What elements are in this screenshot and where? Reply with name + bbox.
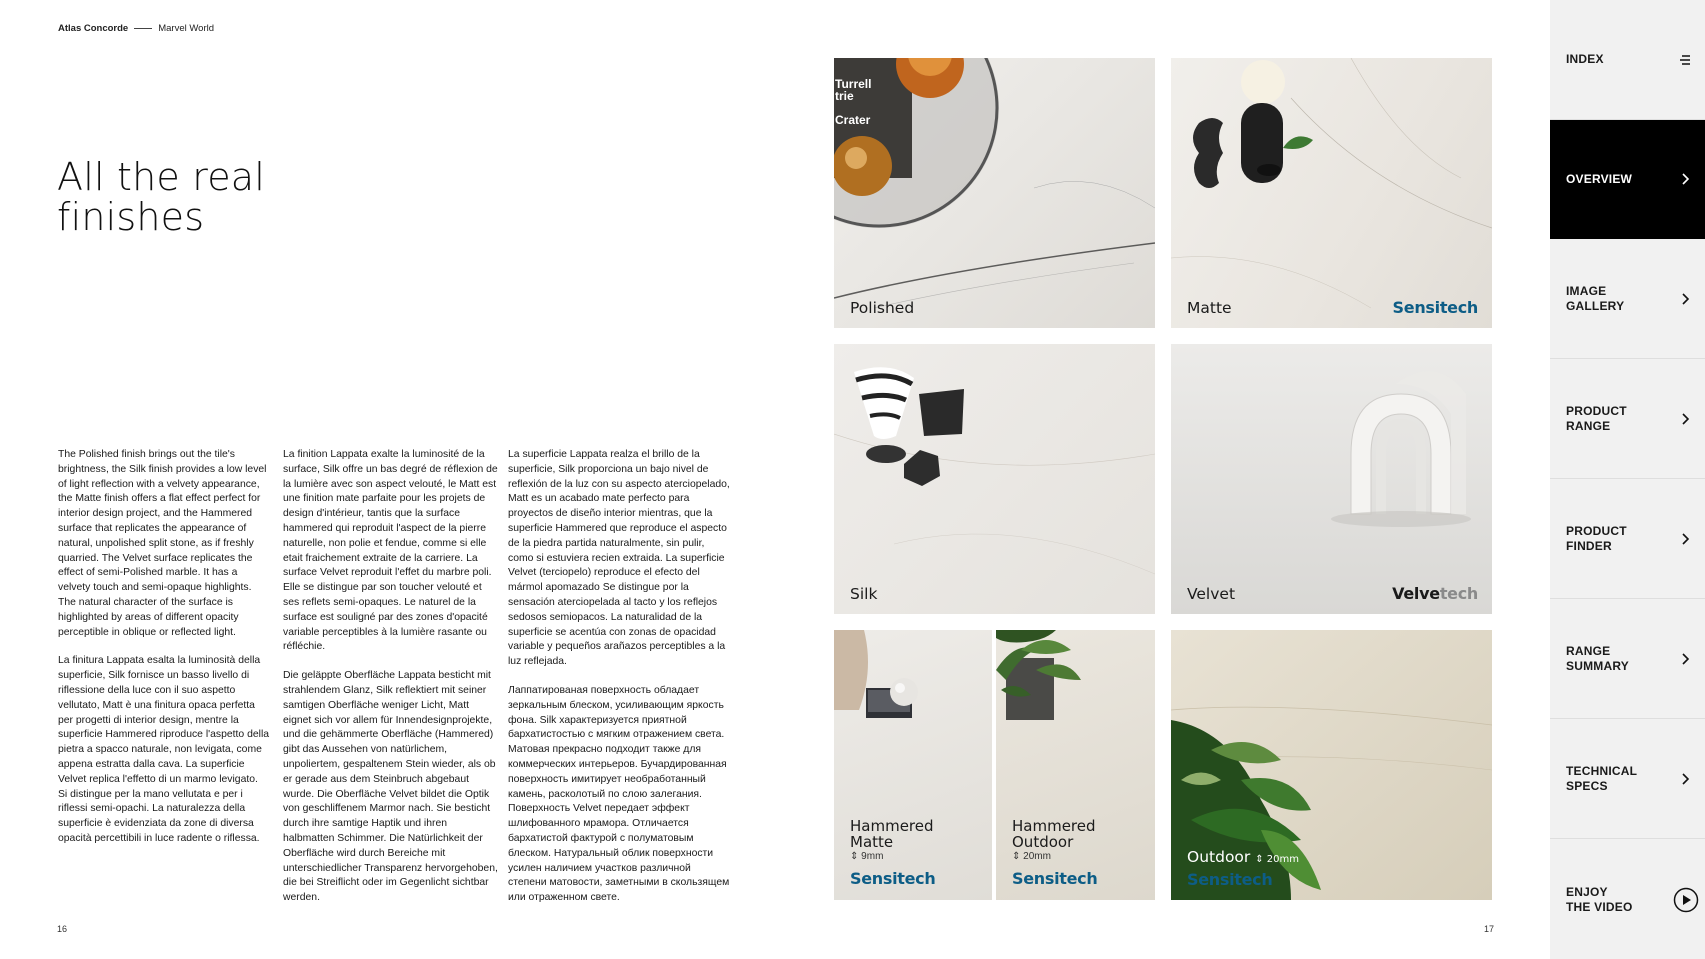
thickness-hammered-outdoor — [1012, 851, 1051, 862]
sidebar-item-overview[interactable] — [1550, 120, 1705, 239]
sensitech-logo: Sensitech — [1187, 870, 1273, 889]
thickness-value: 9mm — [861, 851, 884, 862]
sidebar-nav — [1550, 0, 1705, 959]
sidebar-item-label: INDEX — [1566, 52, 1604, 66]
tile-polished[interactable] — [834, 58, 1155, 328]
outdoor-label-text: Outdoor — [1187, 848, 1251, 866]
sidebar-item-label: IMAGE GALLERY — [1566, 284, 1625, 313]
chevron-right-icon — [1679, 652, 1691, 666]
sidebar-item-range-summary[interactable] — [1550, 600, 1705, 719]
paragraph-spanish: La superficie Lappata realza el brillo de la superficie, Silk proporciona un bajo nivel de reflexión de la luz con su aspecto aterciopelado, Matt es un acabado mate perfecto para proyectos de diseño interior mientras, que la superficie Hammered que reproduce el aspecto de la piedra partida naturalmente, sin pulir, como si estuviera recien extraida. La superficie Velvet (terciopelo) reproduce el efecto del mármol apomazado Se distingue por la sensación aterciopelada al tacto y los reflejos sedosos semiopacos. La naturalidad de la superficie se acentúa con zonas de opacidad variable y pequeños arañazos perceptibles a la luz reflejada. — [508, 449, 730, 668]
velvet-photo — [1171, 344, 1492, 614]
sidebar-item-label: ENJOY THE VIDEO — [1566, 884, 1633, 914]
velvetech-logo-part-a: Velve — [1392, 584, 1440, 603]
tile-outdoor[interactable] — [1171, 630, 1492, 900]
sidebar-item-label: RANGE SUMMARY — [1566, 644, 1629, 673]
chevron-right-icon — [1679, 172, 1691, 186]
tile-silk-label: Silk — [850, 585, 878, 603]
sidebar-item-image-gallery[interactable] — [1550, 240, 1705, 359]
book-text-3: Crater — [835, 113, 871, 127]
sidebar-item-product-range[interactable] — [1550, 360, 1705, 479]
text-column-spanish-russian — [508, 448, 730, 920]
book-text-1: Turrell — [835, 77, 872, 91]
thickness-icon: ⇕ — [850, 851, 862, 862]
tile-matte[interactable] — [1171, 58, 1492, 328]
sidebar-item-enjoy-the-video[interactable] — [1550, 840, 1705, 959]
book-spine-text — [834, 78, 871, 126]
paragraph-russian: Лаппатированая поверхность обладает зеркальным блеском, усиливающим яркость фона. Silk характеризуется приятной бархатистостью с мягким отражением света. Матовая прекрасно подходит также для коммерческих интерьеров. Бучардированная поверхность имитирует необработанный камень, расколотый по слою залегания. Поверхность Velvet передает эффект шлифованного мрамора. Отличается бархатистой фактурой с полуматовым блеском. Натуральный облик поверхности усилен наличием участков различной степени матовости, заметными в скользящем или отраженном свете. — [508, 684, 730, 904]
tile-velvet[interactable] — [1171, 344, 1492, 614]
paragraph-italian: La finitura Lappata esalta la luminosità della superficie, Silk fornisce un basso livello di riflessione della luce con il suo aspetto vellutato, Matt è una finitura opaca perfetta per progetti di interior design, mentre la superficie Hammered riproduce l'aspetto della pietra a spacco naturale, non levigata, come appena estratta dalla cava. La superficie Velvet replica l'effetto di un marmo levigato. Si distingue per la mano vellutata e per i riflessi semi-opachi. La naturalezza della superficie è evidenziata da zone di diversa opacità percettibili in luce radente o riflessa. — [58, 655, 270, 844]
header-brand — [58, 23, 214, 34]
tile-velvet-label: Velvet — [1187, 585, 1236, 603]
chevron-right-icon — [1679, 412, 1691, 426]
sidebar-item-label: PRODUCT FINDER — [1566, 524, 1627, 553]
text-column-french-german — [283, 448, 498, 920]
velvetech-logo-part-b: tech — [1439, 584, 1478, 603]
chevron-right-icon — [1679, 532, 1691, 546]
polished-photo — [834, 58, 1155, 328]
paragraph-french: La finition Lappata exalte la luminosité de la surface, Silk offre un bas degré de réflexion de la lumière avec son aspect velouté, le Matt est une finition mate parfaite pour les projets de design d'intérieur, tantis que la surface hammered qui reproduit l'aspect de la pierre naturelle, non polie et fendue, comme si elle etait fraichement extraite de la carriere. La surface Velvet reproduit l'effet du marbre poli. Elle se distingue par son toucher velouté et ses reflets semi-opaques. Le naturel de la surface est souligné par des zones d'opacité variable perceptibles à la lumière rasante ou réfléchie. — [283, 449, 498, 653]
chevron-right-icon — [1679, 292, 1691, 306]
velvetech-logo — [1392, 584, 1478, 603]
brand-divider — [134, 28, 152, 29]
sidebar-item-label: PRODUCT RANGE — [1566, 404, 1627, 433]
tile-polished-label: Polished — [850, 299, 915, 317]
menu-icon — [1679, 53, 1691, 67]
thickness-icon: ⇕ — [1255, 854, 1267, 865]
sidebar-item-index[interactable] — [1550, 0, 1705, 120]
tile-hammered-outdoor-label — [1012, 818, 1096, 850]
text-column-english-italian — [58, 448, 270, 861]
tile-matte-label: Matte — [1187, 299, 1232, 317]
hammered-outdoor-line2: Outdoor — [1012, 833, 1074, 851]
silk-photo — [834, 344, 1155, 614]
sensitech-logo: Sensitech — [850, 869, 936, 888]
tile-silk[interactable] — [834, 344, 1155, 614]
thickness-value: 20mm — [1266, 854, 1299, 865]
thickness-hammered-matte — [850, 851, 883, 862]
tile-hammered-matte-label — [850, 818, 934, 850]
thickness-icon: ⇕ — [1012, 851, 1024, 862]
sidebar-item-label: TECHNICAL SPECS — [1566, 764, 1638, 793]
page-number-right: 17 — [1484, 924, 1495, 934]
page-title: All the real finishes — [57, 155, 266, 239]
brand-name: Atlas Concorde — [58, 23, 129, 34]
tile-outdoor-label — [1187, 848, 1299, 866]
thickness-value: 20mm — [1023, 851, 1051, 862]
sensitech-logo: Sensitech — [1012, 869, 1098, 888]
paragraph-german: Die geläppte Oberfläche Lappata besticht mit strahlendem Glanz, Silk reflektiert mit seiner samtigen Oberfläche weniger Licht, Matt eignet sich vor allem für Innendesignprojekte, und die gehämmerte Oberfläche (Hammered) gibt das Aussehen von natürlichem, unpoliertem, gespaltenem Stein wieder, als ob er gerade aus dem Steinbruch abgebaut wurde. Die Oberfläche Velvet bildet die Optik von geschliffenem Marmor nach. Sie besticht durch ihre samtige Haptik und ihren halbmatten Schimmer. Die Natürlichkeit der Oberfläche wird durch Bereiche mit unterschiedlicher Transparenz hervorgehoben, die bei Streiflicht oder im Gegenlicht sichtbar werden. — [283, 670, 498, 904]
sidebar-item-technical-specs[interactable] — [1550, 720, 1705, 839]
book-text-2: trie — [835, 89, 854, 103]
collection-name: Marvel World — [158, 23, 214, 34]
tile-hammered-outdoor[interactable] — [996, 630, 1155, 900]
sidebar-item-label: OVERVIEW — [1566, 171, 1633, 186]
play-circle-icon[interactable] — [1673, 887, 1699, 913]
hammered-outdoor-line1: Hammered — [1012, 817, 1096, 835]
sidebar-item-product-finder[interactable] — [1550, 480, 1705, 599]
paragraph-english: The Polished finish brings out the tile's brightness, the Silk finish provides a low level of light reflection with a velvety appearance, the Matte finish offers a flat effect perfect for interior design project, and the Hammered surface that replicates the appearance of natural, unpolished split stone, as if freshly quarried. The Velvet surface replicates the effect of semi-Polished marble. It has a velvety touch and semi-opaque highlights. The natural character of the surface is highlighted by areas of different opacity perceptible in oblique or reflected light. — [58, 449, 267, 638]
matte-photo — [1171, 58, 1492, 328]
tile-hammered-matte[interactable] — [834, 630, 992, 900]
hammered-matte-line2: Matte — [850, 833, 894, 851]
chevron-right-icon — [1679, 772, 1691, 786]
page-number-left: 16 — [57, 924, 68, 934]
sensitech-logo: Sensitech — [1392, 298, 1478, 317]
hammered-matte-line1: Hammered — [850, 817, 934, 835]
